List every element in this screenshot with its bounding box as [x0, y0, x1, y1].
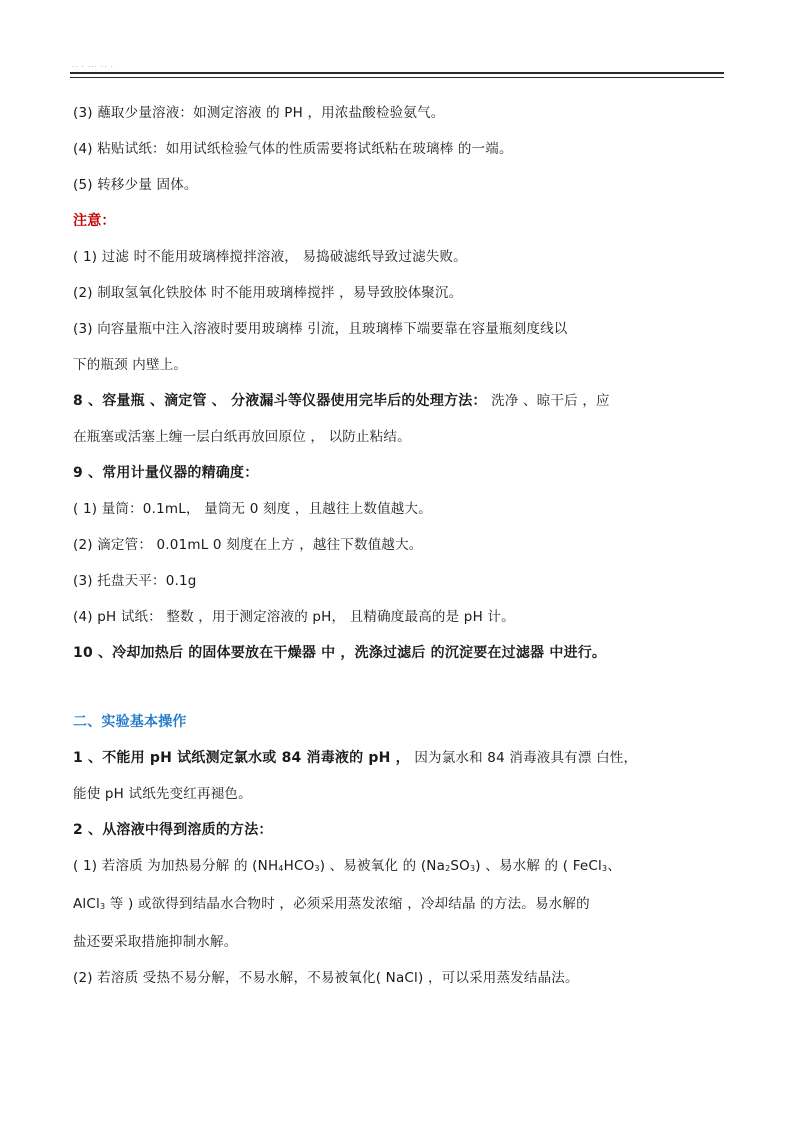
paragraph-line: ( 1) 过滤 时不能用玻璃棒搅拌溶液， 易捣破滤纸导致过滤失败。 — [73, 249, 467, 265]
item-heading: 9 、常用计量仪器的精确度： — [73, 465, 259, 481]
note-heading: 注意： — [73, 213, 116, 229]
item-text: 因为氯水和 84 消毒液具有漂 白性， — [409, 750, 638, 766]
paragraph-line — [73, 856, 721, 879]
item-heading: 1 、不能用 pH 试纸测定氯水或 84 消毒液的 pH ， — [73, 750, 410, 766]
paragraph-line: 盐还要采取措施抑制水解。 — [73, 934, 238, 950]
item-heading: 8 、容量瓶 、滴定管 、 分液漏斗等仪器使用完毕后的处理方法： — [73, 393, 487, 409]
paragraph-line — [73, 748, 721, 769]
paragraph-line: (3) 托盘天平：0.1g — [73, 573, 197, 589]
subscript: 2 — [445, 864, 451, 873]
item-heading: 10 、冷却加热后 的固体要放在干燥器 中 ，洗涤过滤后 的沉淀要在过滤器 中进行。 — [73, 645, 607, 661]
document-body — [73, 103, 721, 1004]
header-rule-thin — [70, 77, 724, 78]
text-run: ) 、易水解 的 ( FeCl — [475, 858, 603, 874]
spacer — [73, 679, 721, 712]
text-run: AlCl — [73, 896, 100, 912]
item-heading: 2 、从溶液中得到溶质的方法： — [73, 822, 273, 838]
subscript: 3 — [602, 864, 608, 873]
header-faint-text: ·· · ··· ·· · — [72, 63, 114, 71]
paragraph-line: (5) 转移少量 固体。 — [73, 177, 198, 193]
subscript: 4 — [278, 864, 284, 873]
paragraph-line — [73, 391, 721, 412]
item-text: 洗净 、晾干后 ，应 — [486, 393, 610, 409]
paragraph-line: 能使 pH 试纸先变红再褪色。 — [73, 786, 252, 802]
text-run: ( 1) 若溶质 为加热易分解 的 (NH — [73, 858, 279, 874]
section-heading: 二、实验基本操作 — [73, 714, 187, 730]
text-run: ) 、易被氧化 的 (Na — [319, 858, 446, 874]
text-run: 等 ) 或欲得到结晶水合物时 ，必须采用蒸发浓缩 ，冷却结晶 的方法。易水解的 — [105, 896, 590, 912]
paragraph-line: (3) 蘸取少量溶液：如测定溶液 的 PH ，用浓盐酸检验氨气。 — [73, 105, 445, 121]
subscript: 3 — [470, 864, 476, 873]
subscript: 3 — [314, 864, 320, 873]
subscript: 3 — [99, 902, 106, 911]
header-rule — [70, 72, 724, 74]
text-run: HCO — [283, 858, 315, 874]
paragraph-line: (4) 粘贴试纸：如用试纸检验气体的性质需要将试纸粘在玻璃棒 的一端。 — [73, 141, 513, 157]
paragraph-line: 在瓶塞或活塞上缠一层白纸再放回原位 ， 以防止粘结。 — [73, 429, 411, 445]
paragraph-line: 下的瓶颈 内壁上。 — [73, 357, 188, 373]
paragraph-line: (4) pH 试纸： 整数 ，用于测定溶液的 pH， 且精确度最高的是 pH 计。 — [73, 609, 515, 625]
paragraph-line: ( 1) 量筒：0.1mL， 量筒无 0 刻度 ，且越往上数值越大。 — [73, 501, 432, 517]
paragraph-line: (2) 若溶质 受热不易分解，不易水解，不易被氧化( NaCl) ，可以采用蒸发结晶法。 — [73, 970, 579, 986]
text-run: 、 — [607, 858, 622, 874]
paragraph-line: (3) 向容量瓶中注入溶液时要用玻璃棒 引流，且玻璃棒下端要靠在容量瓶刻度线以 — [73, 321, 568, 337]
paragraph-line: (2) 制取氢氧化铁胶体 时不能用玻璃棒搅拌 ，易导致胶体聚沉。 — [73, 285, 463, 301]
paragraph-line: (2) 滴定管： 0.01mL 0 刻度在上方 ，越往下数值越大。 — [73, 537, 423, 553]
text-run: SO — [450, 858, 470, 874]
paragraph-line — [73, 894, 721, 917]
